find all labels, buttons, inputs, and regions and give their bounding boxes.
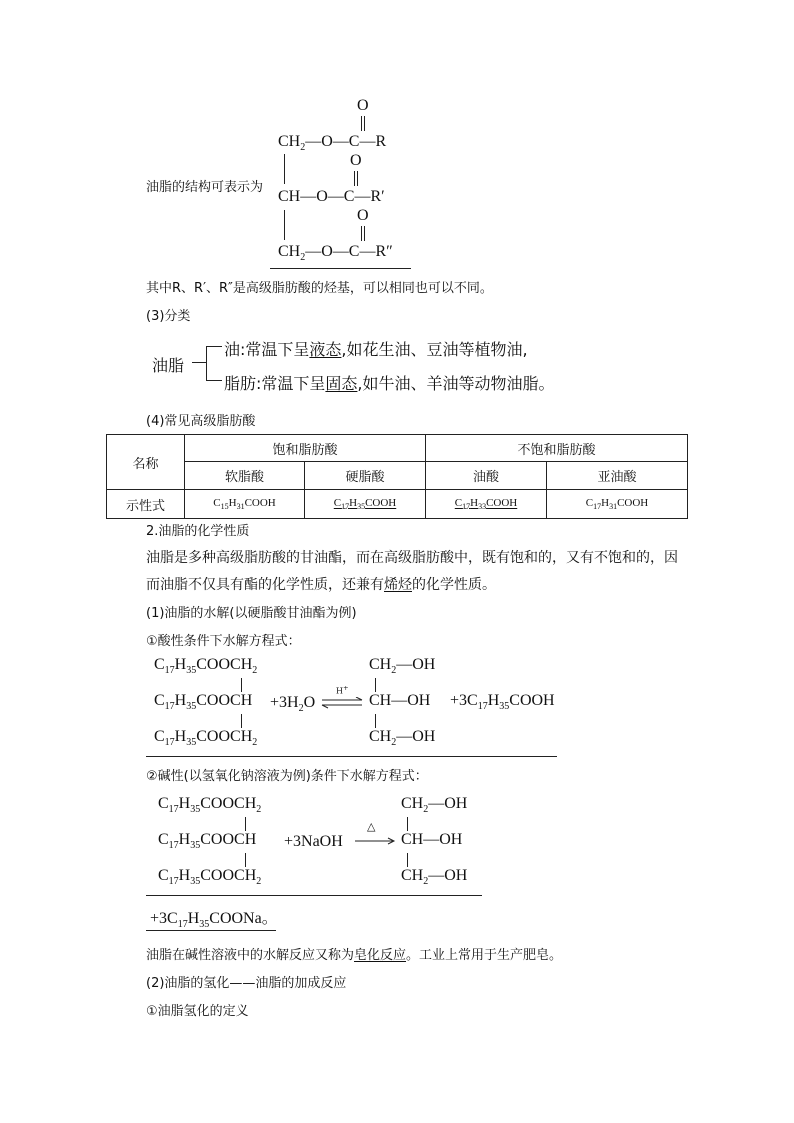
heat-symbol: △: [367, 820, 376, 833]
name-header: 名称: [107, 435, 185, 490]
chem-props-heading: 2.油脂的化学性质: [146, 524, 250, 539]
hydrogenation-definition: ①油脂氢化的定义: [146, 1004, 249, 1019]
base-reactant-row-3: $C_{17}H_{35}COOCH_2$: [158, 867, 262, 888]
acid-name-palmitic: 软脂酸: [185, 462, 305, 490]
base-reactant-row-2: $C_{17}H_{35}COOCH$: [158, 831, 257, 852]
formula-linoleic: $C_{17}H_{31}COOH$: [547, 490, 688, 519]
base-glycerol-row-2: CH—OH: [401, 831, 463, 848]
equilibrium-arrow-icon: [320, 697, 364, 709]
carbonyl-o-3: O: [357, 207, 369, 224]
fatty-acid-table: [106, 434, 688, 519]
acid-name-linoleic: 亚油酸: [547, 462, 688, 490]
sodium-stearate-product: $+3C_{17}H_{35}COONa$。: [150, 910, 278, 931]
glycerol-row-1: $CH_2—OH$: [369, 656, 436, 677]
base-hydrolysis-heading: ②碱性(以氢氧化钠溶液为例)条件下水解方程式：: [146, 769, 428, 784]
formula-oleic: $C_{17}H_{33}COOH$: [426, 490, 547, 519]
structure-note: 其中R、R′、R″是高级脂肪酸的烃基，可以相同也可以不同。: [146, 281, 493, 296]
hydrogenation-heading: (2)油脂的氢化——油脂的加成反应: [146, 976, 347, 991]
glycerol-row-2: CH—OH: [369, 692, 431, 709]
reaction-arrow-icon: [354, 836, 396, 846]
base-reactant-row-1: $C_{17}H_{35}COOCH_2$: [158, 795, 262, 816]
chem-props-para-2: 而油脂不仅具有酯的化学性质，还兼有烯烃的化学性质。: [146, 577, 496, 593]
acid-reactant-row-1: $C_{17}H_{35}COOCH_2$: [154, 656, 258, 677]
classification-heading: (3)分类: [146, 309, 191, 324]
stearic-acid-product: $+3C_{17}H_{35}COOH$: [450, 692, 555, 713]
carbonyl-o-2: O: [350, 152, 362, 169]
base-glycerol-row-1: $CH_2—OH$: [401, 795, 468, 816]
structure-row-2: CH—O—C—R′: [278, 188, 385, 205]
formula-header: 示性式: [107, 490, 185, 519]
acid-catalyst: H+: [336, 684, 349, 696]
acid-hydrolysis-heading: ①酸性条件下水解方程式：: [146, 634, 301, 649]
base-glycerol-row-3: $CH_2—OH$: [401, 867, 468, 888]
tree-root: 油脂: [152, 356, 185, 375]
naoh-reagent: +3NaOH: [284, 833, 343, 850]
glycerol-row-3: $CH_2—OH$: [369, 728, 436, 749]
structure-row-1: $CH_2—O—C—R$: [278, 133, 387, 154]
saponification-note: 油脂在碱性溶液中的水解反应又称为皂化反应。工业上常用于生产肥皂。: [146, 948, 563, 963]
tree-fat: 脂肪:常温下呈固态,如牛油、羊油等动物油脂。: [224, 374, 555, 393]
unsaturated-header: 不饱和脂肪酸: [426, 435, 688, 462]
chem-props-para-1: 油脂是多种高级脂肪酸的甘油酯，而在高级脂肪酸中，既有饱和的，又有不饱和的，因: [146, 550, 678, 566]
acid-reactant-row-3: $C_{17}H_{35}COOCH_2$: [154, 728, 258, 749]
fatty-acid-heading: (4)常见高级脂肪酸: [146, 414, 256, 429]
tree-oil: 油:常温下呈液态,如花生油、豆油等植物油,: [224, 340, 528, 359]
structure-intro: 油脂的结构可表示为: [146, 180, 264, 195]
formula-stearic: $C_{17}H_{35}COOH$: [305, 490, 426, 519]
formula-palmitic: $C_{15}H_{31}COOH$: [185, 490, 305, 519]
carbonyl-o-1: O: [357, 97, 369, 114]
water-reagent: $+3H_2O$: [270, 694, 316, 715]
saturated-header: 饱和脂肪酸: [185, 435, 426, 462]
acid-reactant-row-2: $C_{17}H_{35}COOCH$: [154, 692, 253, 713]
structure-row-3: $CH_2—O—C—R''$: [278, 243, 393, 264]
hydrolysis-heading: (1)油脂的水解(以硬脂酸甘油酯为例): [146, 606, 357, 621]
acid-name-oleic: 油酸: [426, 462, 547, 490]
acid-name-stearic: 硬脂酸: [305, 462, 426, 490]
